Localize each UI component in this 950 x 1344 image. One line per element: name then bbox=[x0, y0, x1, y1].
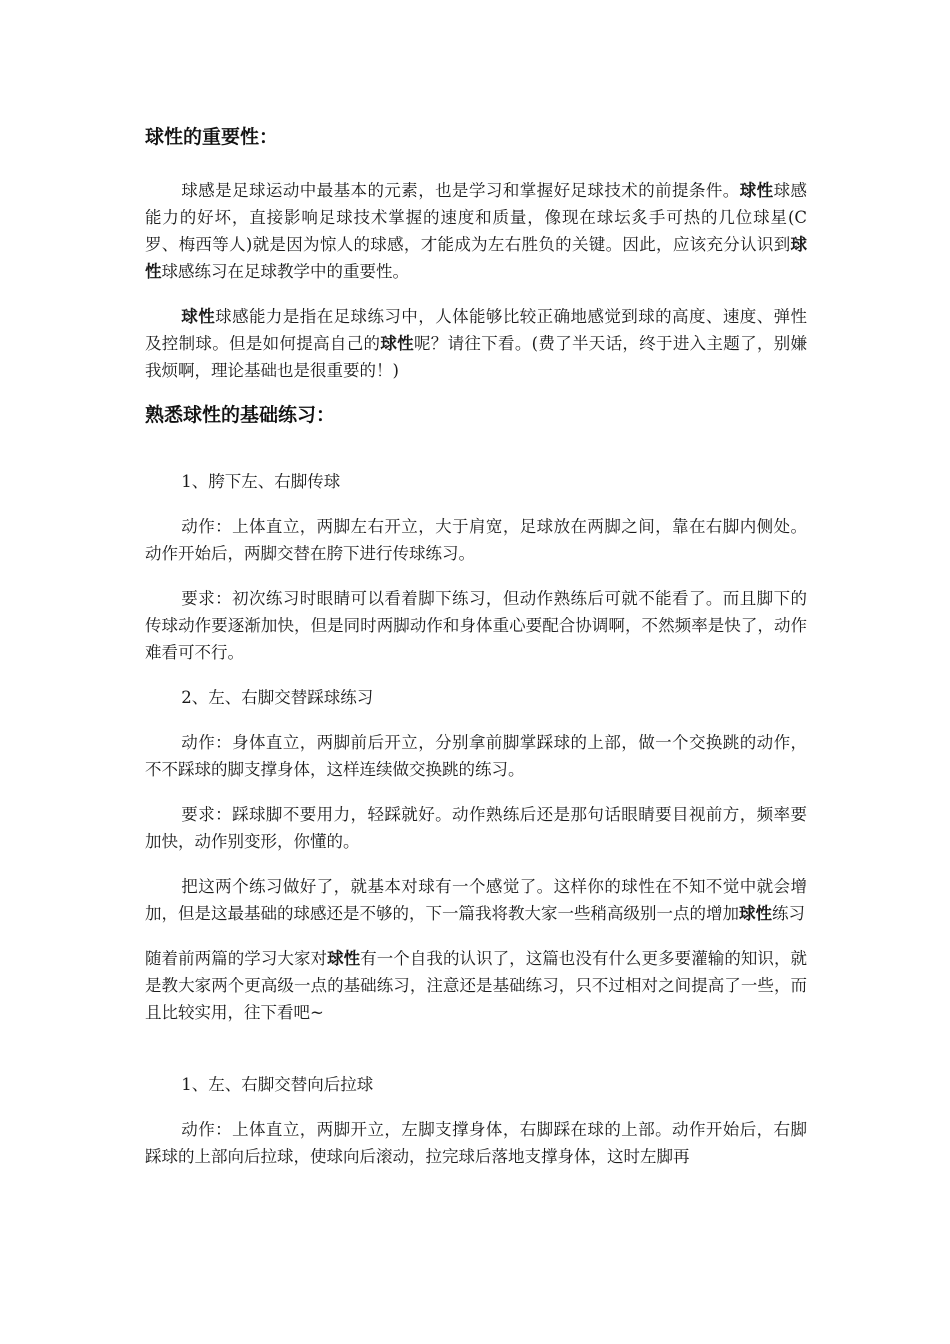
text-span: 球感练习在足球教学中的重要性。 bbox=[161, 262, 409, 281]
paragraph-next-intro bbox=[145, 945, 807, 1026]
paragraph-ball-sense-intro bbox=[145, 177, 807, 285]
paragraph-summary bbox=[145, 873, 807, 927]
document-page bbox=[145, 122, 807, 1170]
text-span: 随着前两篇的学习大家对 bbox=[145, 949, 328, 968]
heading-basic-exercises: 熟悉球性的基础练习： bbox=[145, 404, 336, 426]
exercise-3-action: 动作：上体直立，两脚开立，左脚支撑身体，右脚踩在球的上部。动作开始后，右脚踩球的上部向后拉球，使球向后滚动，拉完球后落地支撑身体，这时左脚再 bbox=[145, 1120, 807, 1166]
exercise-1-requirement: 要求：初次练习时眼睛可以看着脚下练习，但动作熟练后可就不能看了。而且脚下的传球动作要逐渐加快，但是同时两脚动作和身体重心要配合协调啊，不然频率是快了，动作难看可不行。 bbox=[145, 589, 807, 662]
paragraph-ball-sense-definition bbox=[145, 303, 807, 384]
keyword-bold: 球性 bbox=[327, 949, 361, 968]
text-span: 球感能力的好坏，直接影响足球技术掌握的速度和质量，像现在球坛炙手可热的几位球星(C罗、梅西等人)就是因为惊人的球感，才能成为左右胜负的关键。因此，应该充分认识到 bbox=[145, 181, 808, 254]
keyword-bold: 球性 bbox=[739, 904, 772, 923]
keyword-bold: 球性 bbox=[181, 307, 216, 326]
exercise-3-title: 1、左、右脚交替向后拉球 bbox=[181, 1075, 374, 1094]
keyword-bold: 球性 bbox=[380, 334, 414, 353]
exercise-2-title: 2、左、右脚交替踩球练习 bbox=[181, 688, 374, 707]
heading-ball-sense-importance: 球性的重要性： bbox=[145, 126, 279, 148]
exercise-2-action: 动作：身体直立，两脚前后开立，分别拿前脚掌踩球的上部，做一个交换跳的动作，不不踩球的脚支撑身体，这样连续做交换跳的练习。 bbox=[145, 733, 807, 779]
exercise-1-action: 动作：上体直立，两脚左右开立，大于肩宽，足球放在两脚之间，靠在右脚内侧处。动作开始后，两脚交替在胯下进行传球练习。 bbox=[145, 517, 807, 563]
text-span: 练习 bbox=[772, 904, 805, 923]
text-span: 球感能力是指在足球练习中，人体能够比较正确地感觉到球的高度、速度、弹性及控制球。但是如何提高自己的 bbox=[145, 307, 808, 353]
text-span: 呢？请往下看。(费了半天话，终于进入主题了，别嫌我烦啊，理论基础也是很重要的！) bbox=[145, 334, 808, 380]
keyword-bold: 球性 bbox=[145, 235, 807, 281]
text-span: 球感是足球运动中最基本的元素，也是学习和掌握好足球技术的前提条件。 bbox=[181, 181, 740, 200]
text-span: 有一个自我的认识了，这篇也没有什么更多要灌输的知识，就是教大家两个更高级一点的基础练习，注意还是基础练习，只不过相对之间提高了一些，而且比较实用，往下看吧~ bbox=[145, 949, 808, 1022]
keyword-bold: 球性 bbox=[739, 181, 774, 200]
text-span: 把这两个练习做好了，就基本对球有一个感觉了。这样你的球性在不知不觉中就会增加，但是这最基础的球感还是不够的，下一篇我将教大家一些稍高级别一点的增加 bbox=[145, 877, 807, 923]
exercise-1-title: 1、胯下左、右脚传球 bbox=[181, 472, 341, 491]
exercise-2-requirement: 要求：踩球脚不要用力，轻踩就好。动作熟练后还是那句话眼睛要目视前方，频率要加快，动作别变形，你懂的。 bbox=[145, 805, 807, 851]
